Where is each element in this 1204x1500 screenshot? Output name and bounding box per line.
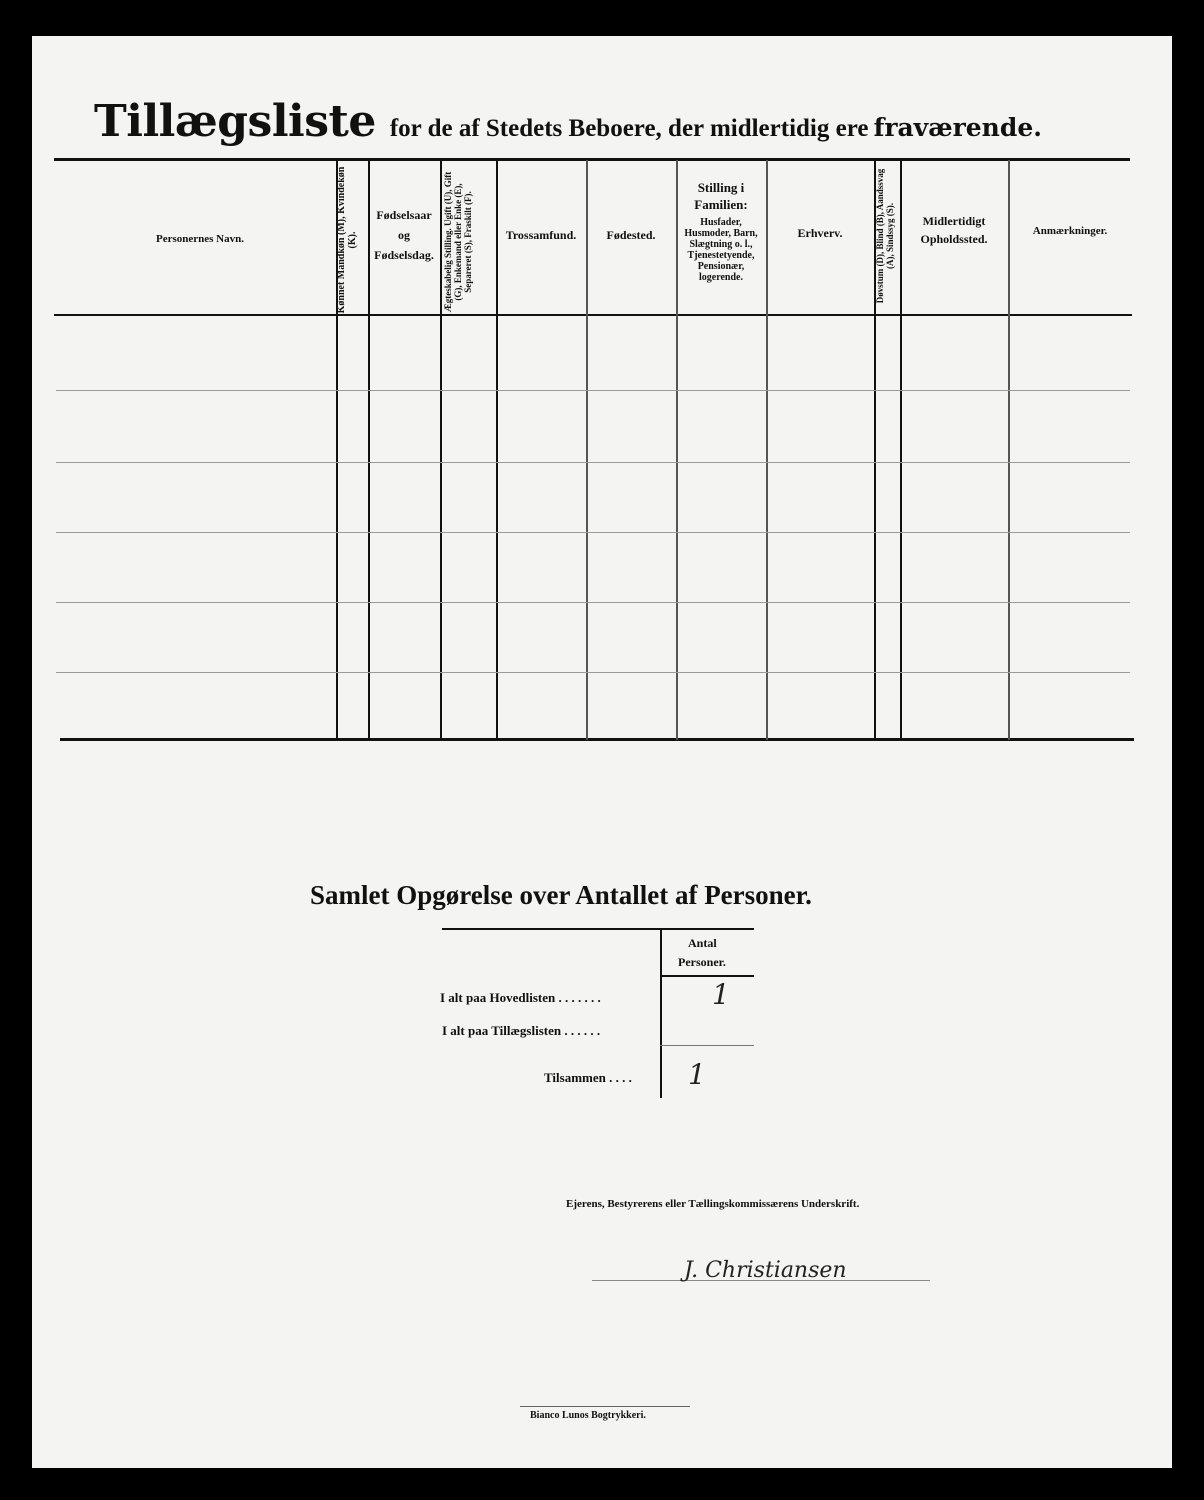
- table-row-line: [56, 672, 1130, 673]
- col-divider: [766, 160, 768, 740]
- header-religion: Trossamfund.: [505, 228, 577, 242]
- summary-divider: [660, 930, 662, 1098]
- summary-title: Samlet Opgørelse over Antallet af Personer.: [310, 880, 812, 910]
- header-gender: Kønnet Mandkøn (M), Kvindekøn (K).: [336, 166, 358, 314]
- table-row-line: [56, 532, 1130, 533]
- header-family-3: Husfader, Husmoder, Barn, Slægtning o. l., Tjenestetyende, Pensionær, logerende.: [684, 217, 758, 283]
- form-title: [94, 96, 1042, 147]
- title-bold: fraværende.: [873, 113, 1042, 142]
- header-birth-3: Fødselsdag.: [374, 248, 434, 262]
- header-remarks: Anmærkninger.: [1032, 225, 1108, 237]
- summary-row-label: I alt paa Tillægslisten . . . . . .: [442, 1023, 601, 1038]
- col-divider: [1008, 160, 1010, 740]
- table-row-line: [56, 390, 1130, 391]
- header-marital: Ægteskabelig Stilling. Ugift (U), Gift (G), Enkemand eller Enke (E), Separeret (S), Fraskilt (F).: [443, 171, 473, 313]
- title-rest: for de af Stedets Beboere, der midlertidig ere: [389, 115, 869, 142]
- col-divider: [676, 160, 678, 740]
- table-bottom-rule: [60, 738, 1134, 741]
- summary-top-rule: [442, 928, 754, 930]
- header-disability: Døvstum (D), Blind (B), Aandssvag (A), Sindssyg (S).: [875, 168, 895, 304]
- title-main: Tillægsliste: [94, 96, 376, 147]
- header-names: Personernes Navn.: [156, 233, 244, 245]
- table-row-line: [56, 462, 1130, 463]
- summary-row-value: 1: [712, 978, 730, 1011]
- summary-sum-rule: [660, 1045, 754, 1046]
- signature-name: J. Christiansen: [684, 1258, 847, 1283]
- header-residence-2: Opholdssted.: [920, 232, 988, 246]
- col-divider: [496, 160, 498, 740]
- table-row-line: [56, 602, 1130, 603]
- header-birth-1: Fødselsaar: [376, 208, 432, 222]
- header-bottom-rule: [54, 314, 1132, 316]
- col-divider: [900, 160, 902, 740]
- summary-col-header-2: Personer.: [678, 955, 726, 969]
- header-birthplace: Fødested.: [606, 228, 656, 242]
- summary-header-rule: [660, 975, 754, 977]
- col-divider: [440, 160, 442, 740]
- summary-col-header-1: Antal: [688, 936, 717, 950]
- header-birth-2: og: [398, 228, 410, 242]
- printer-rule: [520, 1406, 690, 1407]
- table-top-rule: [54, 158, 1130, 161]
- printer-name: Bianco Lunos Bogtrykkeri.: [530, 1410, 646, 1421]
- header-family-1: Stilling i: [697, 180, 745, 195]
- census-sheet: [32, 36, 1172, 1468]
- header-family-2: Familien:: [694, 197, 748, 212]
- signature-caption: Ejerens, Bestyrerens eller Tællingskommissærens Underskrift.: [566, 1198, 860, 1210]
- header-residence-1: Midlertidigt: [922, 214, 986, 228]
- summary-row-label: Tilsammen . . . .: [544, 1070, 632, 1085]
- header-occupation: Erhverv.: [797, 226, 843, 240]
- col-divider: [586, 160, 588, 740]
- col-divider: [368, 160, 370, 740]
- summary-row-label: I alt paa Hovedlisten . . . . . . .: [440, 990, 601, 1005]
- summary-row-value: 1: [688, 1058, 706, 1091]
